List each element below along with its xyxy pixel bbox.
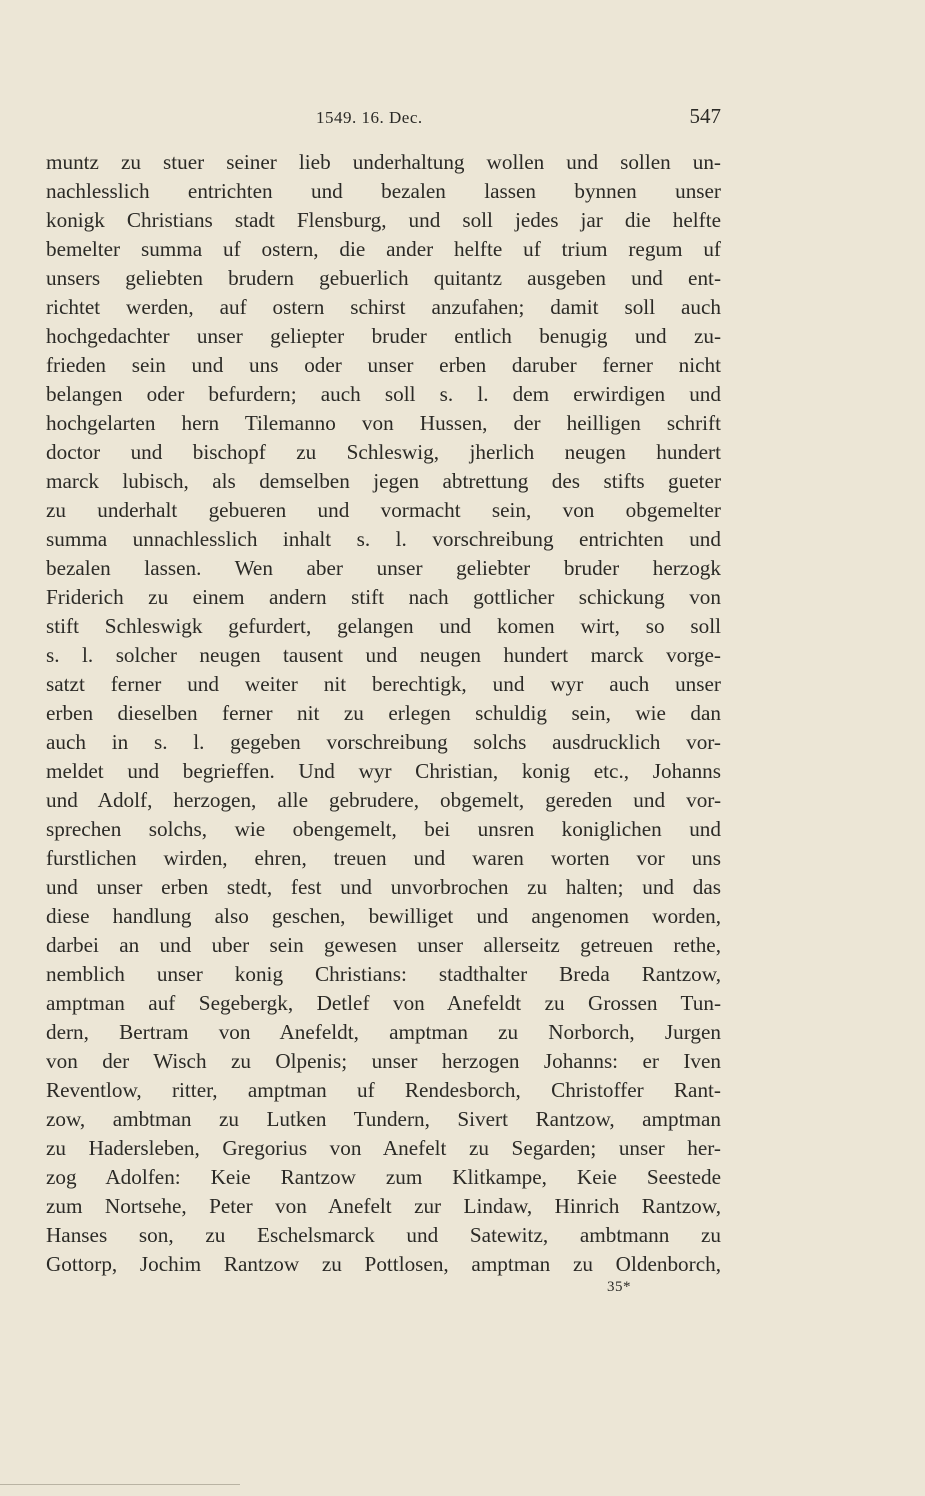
text-line: satzt ferner und weiter nit berechtigk, und wyr auch unser — [46, 672, 721, 696]
text-line: darbei an und uber sein gewesen unser allerseitz getreuen rethe, — [46, 933, 721, 957]
text-line: nachlesslich entrichten und bezalen lassen bynnen unser — [46, 179, 721, 203]
text-line: zog Adolfen: Keie Rantzow zum Klitkampe, Keie Seestede — [46, 1165, 721, 1189]
text-line: von der Wisch zu Olpenis; unser herzogen Johanns: er Iven — [46, 1049, 721, 1073]
text-line: muntz zu stuer seiner lieb underhaltung wollen und sollen un- — [46, 150, 721, 174]
running-header — [46, 104, 721, 134]
text-line: bezalen lassen. Wen aber unser geliebter bruder herzogk — [46, 556, 721, 580]
header-date: 1549. 16. Dec. — [316, 108, 423, 127]
text-line: konigk Christians stadt Flensburg, und soll jedes jar die helfte — [46, 208, 721, 232]
body-text — [46, 148, 721, 1279]
text-line: Hanses son, zu Eschelsmarck und Satewitz, ambtmann zu — [46, 1223, 721, 1247]
text-line: dern, Bertram von Anefeldt, amptman zu Norborch, Jurgen — [46, 1020, 721, 1044]
text-line: s. l. solcher neugen tausent und neugen hundert marck vorge- — [46, 643, 721, 667]
text-line: belangen oder befurdern; auch soll s. l. dem erwirdigen und — [46, 382, 721, 406]
text-line: zu underhalt gebueren und vormacht sein, von obgemelter — [46, 498, 721, 522]
text-line: Reventlow, ritter, amptman uf Rendesborch, Christoffer Rant- — [46, 1078, 721, 1102]
text-line: zu Hadersleben, Gregorius von Anefelt zu Segarden; unser her- — [46, 1136, 721, 1160]
text-line: bemelter summa uf ostern, die ander helfte uf trium regum uf — [46, 237, 721, 261]
text-line: stift Schleswigk gefurdert, gelangen und komen wirt, so soll — [46, 614, 721, 638]
text-line: Gottorp, Jochim Rantzow zu Pottlosen, amptman zu Oldenborch, — [46, 1252, 721, 1276]
text-line: auch in s. l. gegeben vorschreibung solchs ausdrucklich vor- — [46, 730, 721, 754]
text-line: nemblich unser konig Christians: stadthalter Breda Rantzow, — [46, 962, 721, 986]
text-line: frieden sein und uns oder unser erben daruber ferner nicht — [46, 353, 721, 377]
text-line: summa unnachlesslich inhalt s. l. vorschreibung entrichten und — [46, 527, 721, 551]
text-line: diese handlung also geschen, bewilliget und angenomen worden, — [46, 904, 721, 928]
text-line: Friderich zu einem andern stift nach gottlicher schickung von — [46, 585, 721, 609]
text-line: zum Nortsehe, Peter von Anefelt zur Lindaw, Hinrich Rantzow, — [46, 1194, 721, 1218]
page-number: 547 — [689, 104, 721, 128]
text-line: furstlichen wirden, ehren, treuen und waren worten vor uns — [46, 846, 721, 870]
text-line: und unser erben stedt, fest und unvorbrochen zu halten; und das — [46, 875, 721, 899]
text-line: marck lubisch, als demselben jegen abtrettung des stifts gueter — [46, 469, 721, 493]
text-line: und Adolf, herzogen, alle gebrudere, obgemelt, gereden und vor- — [46, 788, 721, 812]
text-line: unsers geliebten brudern gebuerlich quitantz ausgeben und ent- — [46, 266, 721, 290]
text-line: hochgelarten hern Tilemanno von Hussen, der heilligen schrift — [46, 411, 721, 435]
text-line: amptman auf Segebergk, Detlef von Anefeldt zu Grossen Tun- — [46, 991, 721, 1015]
text-line: sprechen solchs, wie obengemelt, bei unsren koniglichen und — [46, 817, 721, 841]
text-line: zow, ambtman zu Lutken Tundern, Sivert Rantzow, amptman — [46, 1107, 721, 1131]
text-line: doctor und bischopf zu Schleswig, jherlich neugen hundert — [46, 440, 721, 464]
text-line: hochgedachter unser geliepter bruder entlich benugig und zu- — [46, 324, 721, 348]
text-line: erben dieselben ferner nit zu erlegen schuldig sein, wie dan — [46, 701, 721, 725]
signature-mark: 35* — [607, 1279, 631, 1295]
text-line: meldet und begrieffen. Und wyr Christian, konig etc., Johanns — [46, 759, 721, 783]
text-line: richtet werden, auf ostern schirst anzufahen; damit soll auch — [46, 295, 721, 319]
bottom-rule — [0, 1484, 240, 1485]
